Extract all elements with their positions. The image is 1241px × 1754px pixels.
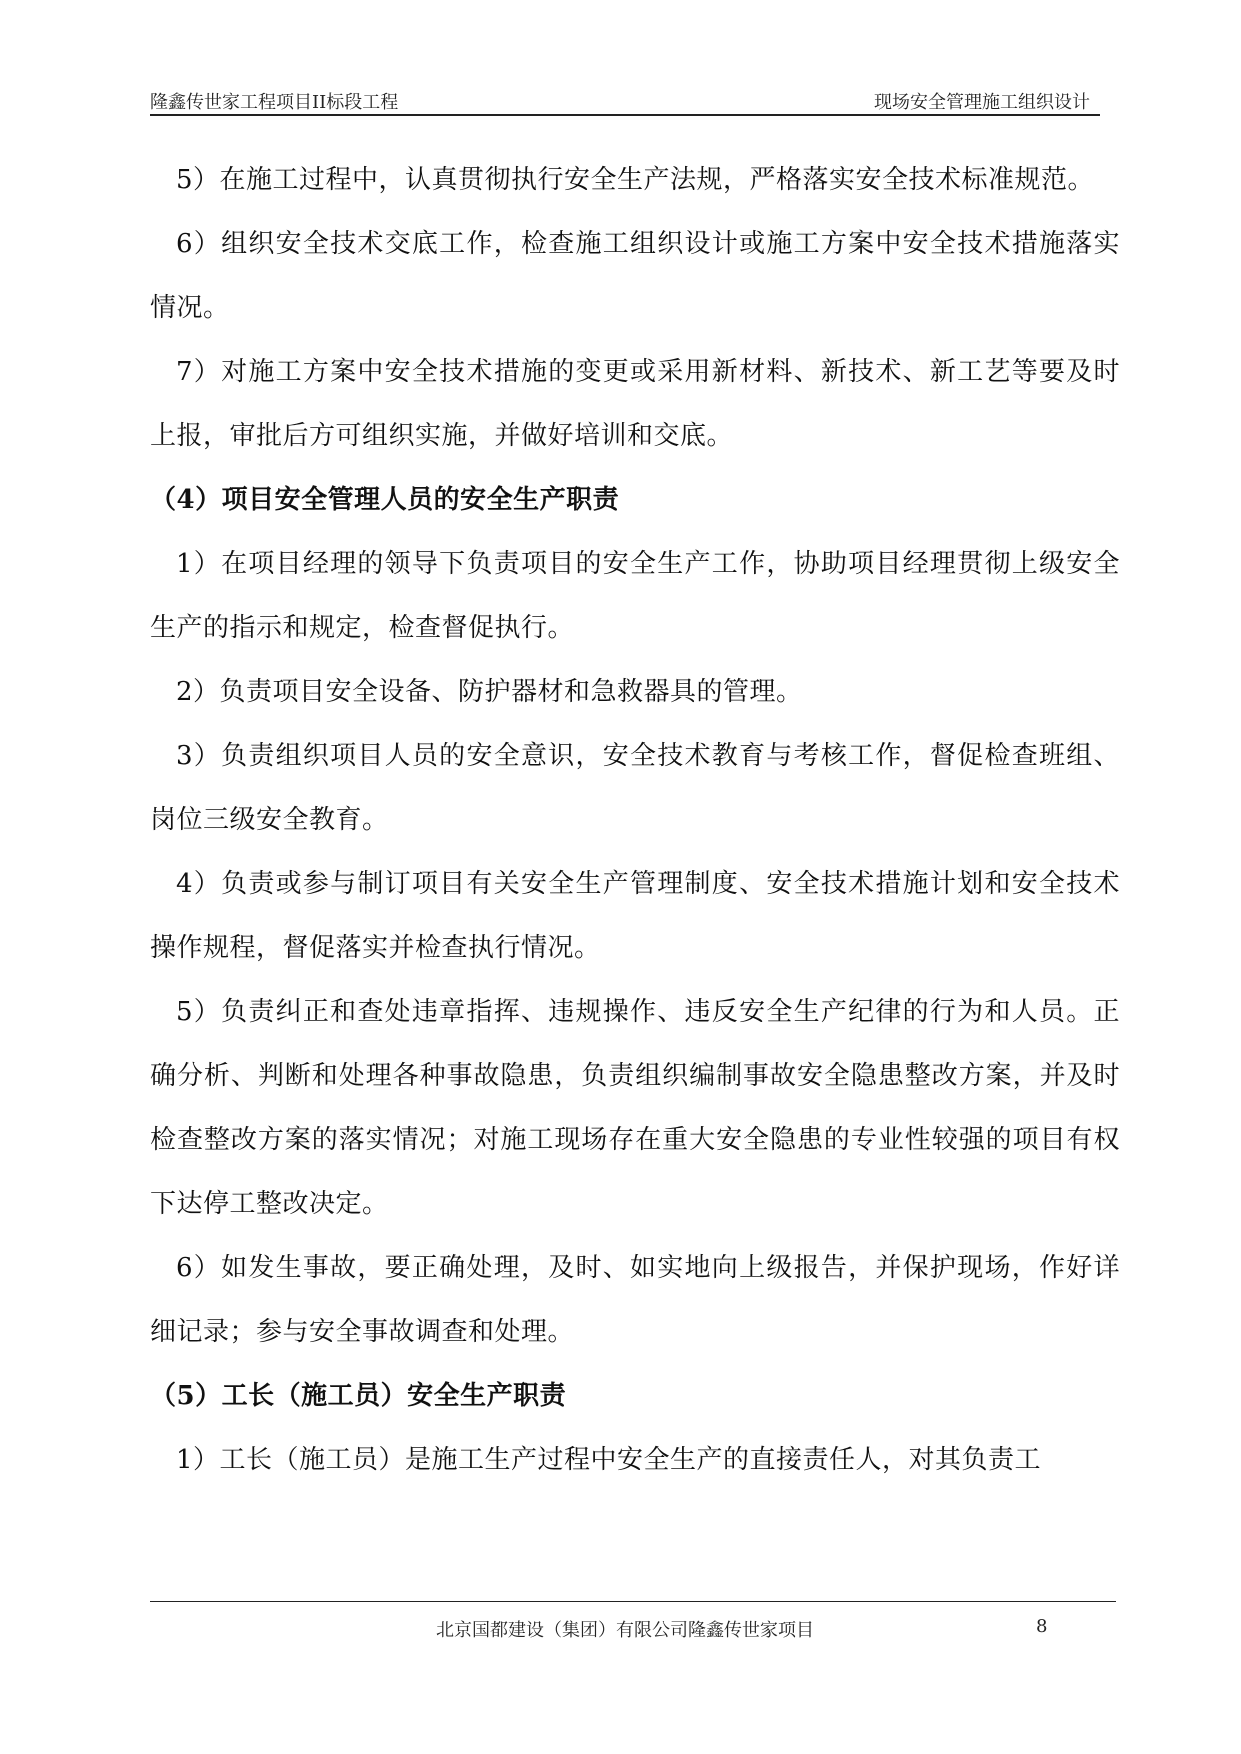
paragraph: 4）负责或参与制订项目有关安全生产管理制度、安全技术措施计划和安全技术操作规程，督促落实并检查执行情况。 <box>150 869 1120 963</box>
paragraph: 7）对施工方案中安全技术措施的变更或采用新材料、新技术、新工艺等要及时上报，审批后方可组织实施，并做好培训和交底。 <box>150 357 1120 451</box>
paragraph: 2）负责项目安全设备、防护器材和急救器具的管理。 <box>176 677 803 707</box>
paragraph: 6）组织安全技术交底工作，检查施工组织设计或施工方案中安全技术措施落实情况。 <box>150 229 1120 323</box>
page-header <box>150 86 1100 116</box>
paragraph: 1）在项目经理的领导下负责项目的安全生产工作，协助项目经理贯彻上级安全生产的指示和规定，检查督促执行。 <box>150 549 1120 643</box>
paragraph: 5）在施工过程中，认真贯彻执行安全生产法规，严格落实安全技术标准规范。 <box>176 165 1095 195</box>
page-number: 8 <box>1036 1616 1048 1637</box>
paragraph: 5）负责纠正和查处违章指挥、违规操作、违反安全生产纪律的行为和人员。正确分析、判断和处理各种事故隐患，负责组织编制事故安全隐患整改方案，并及时检查整改方案的落实情况；对施工现场存在重大安全隐患的专业性较强的项目有权下达停工整改决定。 <box>150 997 1120 1219</box>
document-body <box>150 148 1120 1492</box>
footer-company: 北京国都建设（集团）有限公司隆鑫传世家项目 <box>436 1620 814 1641</box>
header-project-title: 隆鑫传世家工程项目II标段工程 <box>150 92 399 113</box>
footer-divider <box>150 1601 1116 1602</box>
paragraph: 3）负责组织项目人员的安全意识，安全技术教育与考核工作，督促检查班组、岗位三级安全教育。 <box>150 741 1120 835</box>
section-heading: （4）项目安全管理人员的安全生产职责 <box>150 485 620 515</box>
paragraph: 6）如发生事故，要正确处理，及时、如实地向上级报告，并保护现场，作好详细记录；参与安全事故调查和处理。 <box>150 1253 1120 1347</box>
header-document-title: 现场安全管理施工组织设计 <box>874 92 1090 113</box>
section-heading: （5）工长（施工员）安全生产职责 <box>150 1381 567 1411</box>
paragraph: 1）工长（施工员）是施工生产过程中安全生产的直接责任人，对其负责工 <box>176 1445 1042 1475</box>
